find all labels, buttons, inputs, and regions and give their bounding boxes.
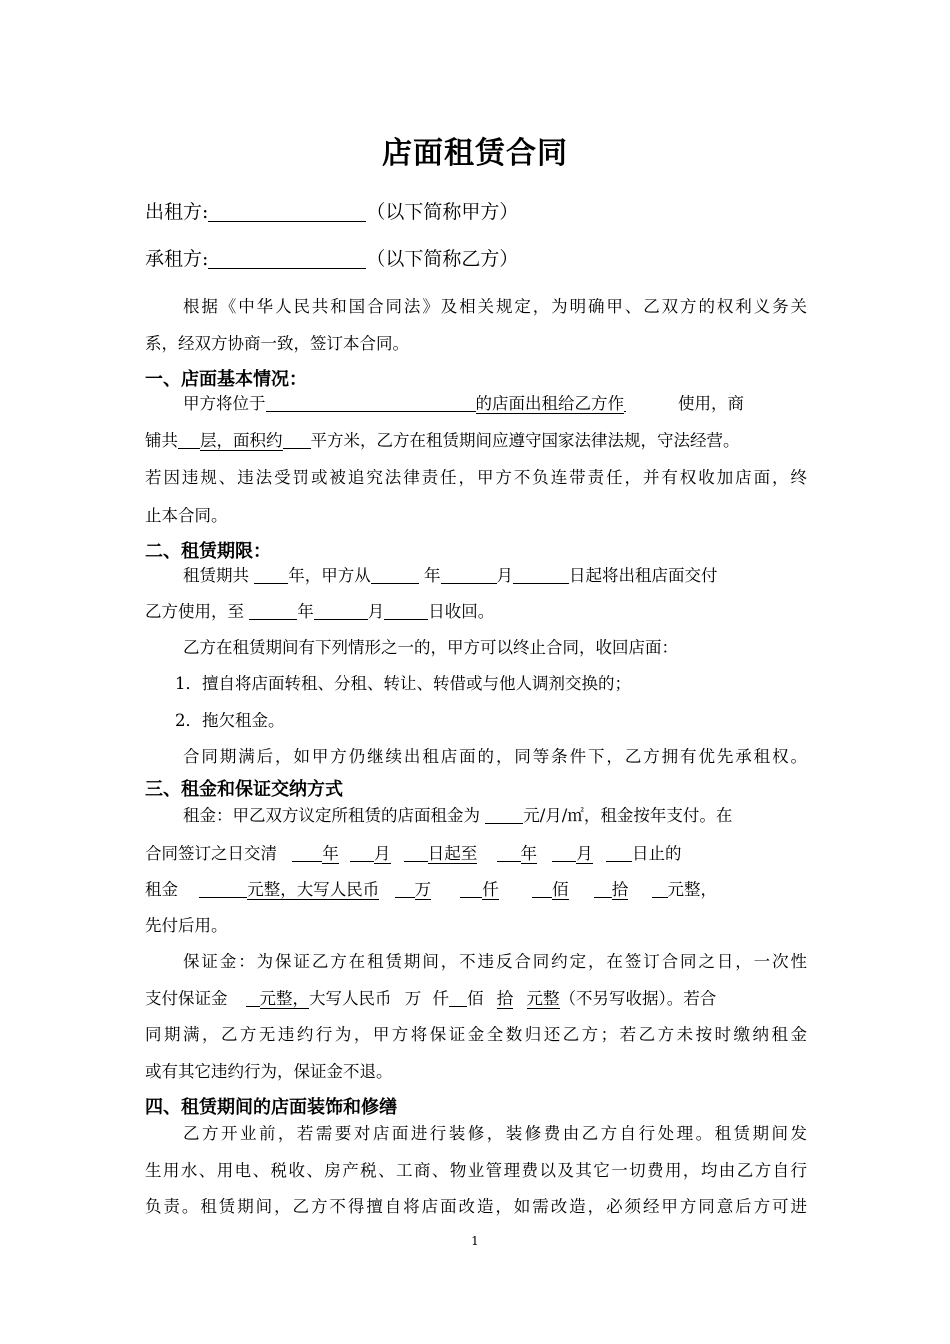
s2-text: 月 xyxy=(496,566,513,585)
s3-text: 大写人民币 xyxy=(309,989,392,1008)
deposit-qian-blank[interactable] xyxy=(449,988,467,1007)
s3-text: 元整， xyxy=(667,880,717,899)
s3-line-3 xyxy=(145,879,807,901)
s3-text: （不另写收据）。若合 xyxy=(559,989,717,1008)
rent-rate-blank[interactable] xyxy=(485,805,523,824)
lessor-note: （以下简称甲方） xyxy=(366,201,519,223)
s3-text: 租金：甲乙双方议定所租赁的店面租金为 xyxy=(183,806,480,825)
s1-line-4: 止本合同。 xyxy=(145,506,228,525)
s1-text: 铺共 xyxy=(145,431,178,450)
pay-from-day-blank[interactable] xyxy=(404,843,428,862)
lessee-blank[interactable] xyxy=(208,248,366,269)
s1-floors-blank[interactable] xyxy=(178,430,200,449)
s2-line-4: 1．擅自将店面转租、分租、转让、转借或与他人调剂交换的； xyxy=(175,674,631,693)
lessor-blank[interactable] xyxy=(208,201,366,222)
deposit-amount-blank[interactable] xyxy=(246,988,260,1007)
s2-text: 租赁期共 xyxy=(183,566,249,585)
s1-line-1 xyxy=(183,393,807,415)
lessor-line xyxy=(145,199,518,225)
end-year-blank[interactable] xyxy=(249,601,297,620)
s2-line-2 xyxy=(145,601,807,623)
s4-line-2: 生用水、用电、税收、房产税、工商、物业管理费以及其它一切费用，均由乙方自行 xyxy=(145,1161,807,1180)
s3-text: 佰 xyxy=(467,989,484,1008)
s3-line-6 xyxy=(145,988,807,1010)
start-month-blank[interactable] xyxy=(441,565,497,584)
lessee-line xyxy=(145,246,518,272)
s3-text: 日起至 xyxy=(427,844,478,863)
s2-text: 年 xyxy=(297,602,314,621)
section-4-heading: 四、租赁期间的店面装饰和修缮 xyxy=(145,1097,397,1118)
s3-text: 万 xyxy=(414,880,431,899)
s3-text: 月 xyxy=(576,844,593,863)
s3-line-7: 同期满，乙方无违约行为，甲方将保证金全数归还乙方；若乙方未按时缴纳租金 xyxy=(145,1025,807,1044)
s1-text: 甲方将位于 xyxy=(183,394,266,413)
s3-text: 元整，大写人民币 xyxy=(247,880,380,899)
s2-text: 年 xyxy=(424,566,441,585)
s3-text: 佰 xyxy=(552,880,569,899)
pay-from-month-blank[interactable] xyxy=(350,843,374,862)
pay-to-month-blank[interactable] xyxy=(552,843,576,862)
s3-text: 万 xyxy=(404,989,422,1008)
s3-line-5: 保证金：为保证乙方在租赁期间，不违反合同约定，在签订合同之日，一次性 xyxy=(183,952,807,971)
section-2-heading: 二、租赁期限： xyxy=(145,541,271,562)
s1-text: 平方米，乙方在租赁期间应遵守国家法律法规，守法经营。 xyxy=(310,431,740,450)
s3-text: 仟 xyxy=(432,989,449,1008)
s3-text: 支付保证金 xyxy=(145,989,228,1008)
pay-from-year-blank[interactable] xyxy=(292,843,322,862)
rent-yuan-blank[interactable] xyxy=(652,879,668,898)
page-title: 店面租赁合同 xyxy=(382,136,568,171)
s4-line-3: 负责。租赁期间，乙方不得擅自将店面改造，如需改造，必须经甲方同意后方可进 xyxy=(145,1197,807,1216)
s1-line-3: 若因违规、违法受罚或被追究法律责任，甲方不负连带责任，并有权收加店面，终 xyxy=(145,468,807,487)
section-3-heading: 三、租金和保证交纳方式 xyxy=(145,779,343,800)
s3-text: 拾 xyxy=(496,989,514,1008)
s3-text: 年 xyxy=(322,844,339,863)
lessee-note: （以下简称乙方） xyxy=(366,248,519,270)
s3-text: 合同签订之日交清 xyxy=(145,844,277,863)
intro-line-1: 根据《中华人民共和国合同法》及相关规定，为明确甲、乙双方的权利义务关 xyxy=(183,297,807,316)
s3-line-2 xyxy=(145,843,807,865)
s2-line-1 xyxy=(183,565,807,587)
rent-shi-blank[interactable] xyxy=(594,879,612,898)
s3-text: 租金 xyxy=(145,880,178,899)
rent-bai-blank[interactable] xyxy=(532,879,552,898)
s3-text: 元整， xyxy=(259,989,309,1008)
s3-text: 月 xyxy=(374,844,391,863)
s3-text: 拾 xyxy=(611,880,629,899)
start-day-blank[interactable] xyxy=(513,565,569,584)
rent-wan-blank[interactable] xyxy=(395,879,415,898)
s2-text: 年，甲方从 xyxy=(288,566,371,585)
pay-to-day-blank[interactable] xyxy=(606,843,632,862)
s3-text: 元整 xyxy=(526,989,560,1008)
s1-location-blank[interactable] xyxy=(266,393,476,412)
s2-line-3: 乙方在租赁期间有下列情形之一的，甲方可以终止合同，收回店面： xyxy=(183,638,678,657)
s3-line-8: 或有其它违约行为，保证金不退。 xyxy=(145,1062,393,1081)
lease-years-blank[interactable] xyxy=(254,565,288,584)
s1-area-blank[interactable] xyxy=(283,430,311,449)
page-number: 1 xyxy=(471,1234,479,1248)
s2-text: 日收回。 xyxy=(428,602,495,621)
pay-to-year-blank[interactable] xyxy=(497,843,521,862)
s4-line-1: 乙方开业前，若需要对店面进行装修，装修费由乙方自行处理。租赁期间发 xyxy=(183,1124,807,1143)
s1-line-2 xyxy=(145,430,807,452)
s1-text: 层，面积约 xyxy=(200,431,283,450)
s3-text: 日止的 xyxy=(632,844,682,863)
section-1-heading: 一、店面基本情况： xyxy=(145,369,307,390)
rent-qian-blank[interactable] xyxy=(460,879,482,898)
lessee-label: 承租方: xyxy=(145,248,209,270)
start-year-blank[interactable] xyxy=(371,565,419,584)
end-month-blank[interactable] xyxy=(314,601,368,620)
s2-line-5: 2．拖欠租金。 xyxy=(175,711,285,730)
s2-text: 日起将出租店面交付 xyxy=(569,566,718,585)
s3-line-1 xyxy=(183,805,807,827)
s1-text: 的店面出租给乙方作 xyxy=(475,394,624,413)
rent-total-blank[interactable] xyxy=(199,879,247,898)
s3-text: 仟 xyxy=(482,880,499,899)
s3-text: 年 xyxy=(520,844,537,863)
s1-gap xyxy=(626,394,630,412)
s2-text: 乙方使用，至 xyxy=(145,602,244,621)
s3-text: 元/月/㎡，租金按年支付。在 xyxy=(523,806,733,825)
lessor-label: 出租方: xyxy=(145,201,209,223)
intro-line-2: 系，经双方协商一致，签订本合同。 xyxy=(145,334,409,353)
s2-text: 月 xyxy=(367,602,385,621)
s1-text: 使用，商 xyxy=(678,394,744,413)
s3-line-4: 先付后用。 xyxy=(145,916,228,935)
s2-line-6: 合同期满后，如甲方仍继续出租店面的，同等条件下，乙方拥有优先承租权。 xyxy=(183,747,807,766)
end-day-blank[interactable] xyxy=(384,601,428,620)
